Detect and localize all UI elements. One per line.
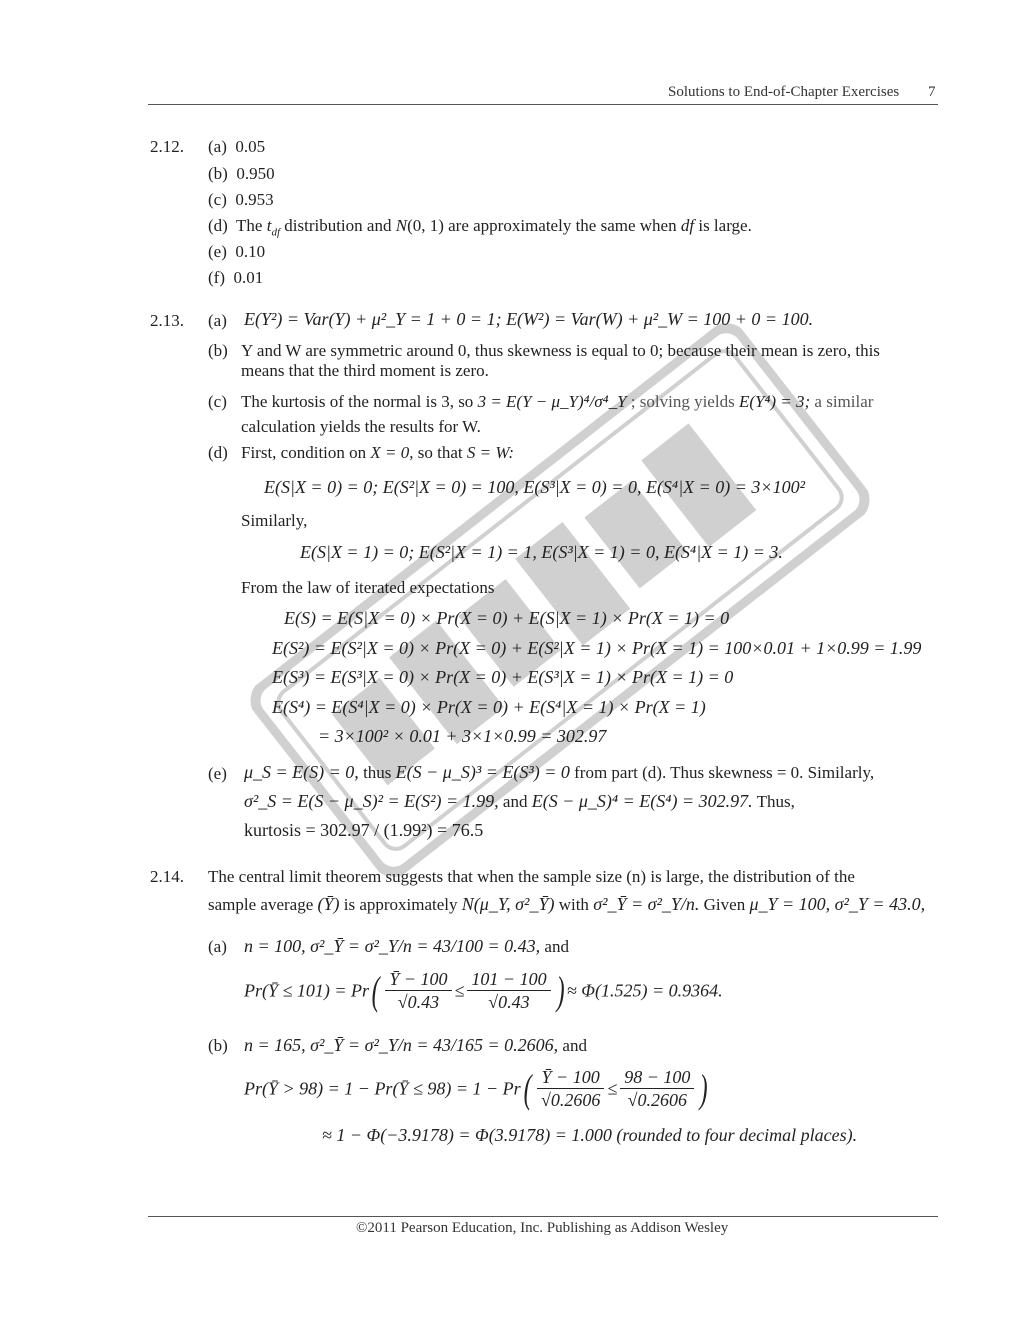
part-label: (e) xyxy=(208,242,227,261)
math: E(S − μ_S)⁴ = E(S⁴) = 302.97. xyxy=(531,791,753,811)
exercise-number-2-14: 2.14. xyxy=(150,867,184,886)
math: 3 = E(Y − μ_Y)⁴/σ⁴_Y xyxy=(477,392,627,411)
math: Pr(Ȳ ≤ 101) = Pr xyxy=(244,980,370,1001)
part-label-2-13-a: (a) xyxy=(208,311,227,330)
math: (Ȳ) xyxy=(317,894,340,914)
part-label-2-13-d: (d) xyxy=(208,443,228,462)
fraction xyxy=(385,968,451,1013)
le-sign: ≤ xyxy=(607,1078,618,1099)
text: distribution and xyxy=(280,216,396,235)
page-number: 7 xyxy=(928,84,936,100)
answer-2-12-c xyxy=(208,190,274,210)
equation-2-14-a xyxy=(244,968,723,1013)
answer-value: 0.05 xyxy=(235,137,266,156)
text-2-14-line1: The central limit theorem suggests that when the sample size (n) is large, the distribution of the xyxy=(208,867,855,886)
text: The kurtosis of the normal is 3, so xyxy=(241,392,478,411)
running-header-title: Solutions to End-of-Chapter Exercises xyxy=(668,84,900,100)
part-label: (b) xyxy=(208,164,228,183)
paren-right: ) xyxy=(556,967,565,1013)
equation-2-13-d-3: E(S) = E(S|X = 0) × Pr(X = 0) + E(S|X = 1) × Pr(X = 1) = 0 xyxy=(284,608,730,628)
text-2-13-c-line1 xyxy=(241,392,873,412)
equation-2-13-d-4: E(S²) = E(S²|X = 0) × Pr(X = 0) + E(S²|X = 1) × Pr(X = 1) = 100×0.01 + 1×0.99 = 1.99 xyxy=(272,638,922,658)
part-label-2-14-a: (a) xyxy=(208,937,227,956)
fraction xyxy=(467,968,550,1013)
math: μ_Y = 100, σ²_Y = 43.0, xyxy=(749,894,926,914)
math-t: t xyxy=(266,216,272,235)
numerator: 101 − 100 xyxy=(467,968,550,991)
text-2-13-b-line2: means that the third moment is zero. xyxy=(241,361,489,380)
part-label-2-13-c: (c) xyxy=(208,392,227,411)
exercise-number-2-12: 2.12. xyxy=(150,137,184,156)
equation-2-13-d-1: E(S|X = 0) = 0; E(S²|X = 0) = 100, E(S³|X = 0) = 0, E(S⁴|X = 0) = 3×100² xyxy=(264,477,805,497)
text: Thus, xyxy=(752,792,795,811)
math: N(μ_Y, σ²_Ȳ) xyxy=(461,894,555,914)
le-sign: ≤ xyxy=(454,980,465,1001)
answer-2-12-d xyxy=(208,216,752,242)
fraction xyxy=(620,1066,694,1111)
denominator: √0.43 xyxy=(397,992,440,1012)
text: and xyxy=(498,792,532,811)
math-df: df xyxy=(680,216,695,235)
math: n = 100, σ²_Ȳ = σ²_Y/n = 43/100 = 0.43, xyxy=(244,936,541,956)
text: The xyxy=(236,216,267,235)
text: ; solving yields xyxy=(626,392,739,411)
text: Given xyxy=(699,895,750,914)
math: S = W: xyxy=(466,443,515,462)
answer-value: 0.01 xyxy=(233,268,264,287)
numerator: Ȳ − 100 xyxy=(385,968,451,991)
text: is large. xyxy=(694,216,752,235)
math-N: N xyxy=(395,216,408,235)
math: X = 0, xyxy=(370,443,414,462)
text-2-14-a-line1 xyxy=(244,936,569,957)
numerator: 98 − 100 xyxy=(620,1066,694,1089)
part-label-2-13-e: (e) xyxy=(208,764,227,783)
part-label: (f) xyxy=(208,268,225,287)
answer-value: 0.950 xyxy=(236,164,275,183)
paren-left: ( xyxy=(371,967,380,1013)
text: a similar xyxy=(810,392,874,411)
paren-right: ) xyxy=(700,1065,709,1111)
math: ≈ Φ(1.525) = 0.9364. xyxy=(566,980,723,1001)
equation-2-14-b xyxy=(244,1066,711,1111)
answer-value: 0.953 xyxy=(235,190,274,209)
math: σ²_Ȳ = σ²_Y/n. xyxy=(593,894,700,914)
exercise-number-2-13: 2.13. xyxy=(150,311,184,330)
text: and xyxy=(558,1036,587,1055)
text-2-13-c-line2: calculation yields the results for W. xyxy=(241,417,481,436)
equation-2-13-e-kurtosis: kurtosis = 302.97 / (1.99²) = 76.5 xyxy=(244,820,484,840)
text: and xyxy=(540,937,569,956)
part-label: (c) xyxy=(208,190,227,209)
text: so that xyxy=(413,443,467,462)
answer-2-12-a xyxy=(208,137,265,157)
text-2-14-b-line1 xyxy=(244,1035,587,1056)
text-2-13-b-line1: Y and W are symmetric around 0, thus skewness is equal to 0; because their mean is zero, this xyxy=(241,341,880,360)
part-label-2-14-b: (b) xyxy=(208,1036,228,1055)
denominator: √0.43 xyxy=(488,992,530,1012)
text-2-13-e-line2 xyxy=(244,791,795,812)
answer-2-12-e xyxy=(208,242,265,262)
text-2-13-e-line1 xyxy=(244,762,874,783)
math: n = 165, σ²_Ȳ = σ²_Y/n = 43/165 = 0.2606, xyxy=(244,1035,559,1055)
text-2-13-d-line1 xyxy=(241,443,514,463)
denominator: √0.2606 xyxy=(627,1090,687,1110)
equation-2-13-a: E(Y²) = Var(Y) + μ²_Y = 1 + 0 = 1; E(W²) = Var(W) + μ²_W = 100 + 0 = 100. xyxy=(244,309,814,329)
answer-2-12-f xyxy=(208,268,263,288)
text-2-14-line2 xyxy=(208,894,925,915)
equation-2-13-d-2: E(S|X = 1) = 0; E(S²|X = 1) = 1, E(S³|X = 1) = 0, E(S⁴|X = 1) = 3. xyxy=(300,542,783,562)
answer-2-12-b xyxy=(208,164,275,184)
header-rule xyxy=(148,104,938,105)
math: μ_S = E(S) = 0, xyxy=(244,762,359,782)
equation-2-13-d-5: E(S³) = E(S³|X = 0) × Pr(X = 0) + E(S³|X = 1) × Pr(X = 1) = 0 xyxy=(272,667,734,687)
part-label-2-13-b: (b) xyxy=(208,341,228,360)
answer-value: 0.10 xyxy=(235,242,266,261)
paren-left: ( xyxy=(523,1065,532,1111)
text: sample average xyxy=(208,895,318,914)
text-2-13-d-similarly: Similarly, xyxy=(241,511,308,530)
text-2-13-d-law: From the law of iterated expectations xyxy=(241,578,495,597)
math: E(Y⁴) = 3; xyxy=(738,392,811,411)
part-label: (d) xyxy=(208,216,228,235)
text: thus xyxy=(358,763,396,782)
math: E(S − μ_S)³ = E(S³) = 0 xyxy=(395,762,570,782)
numerator: Ȳ − 100 xyxy=(537,1066,604,1089)
equation-2-14-b-result: ≈ 1 − Φ(−3.9178) = Φ(3.9178) = 1.000 (rounded to four decimal places). xyxy=(322,1125,858,1145)
equation-2-13-d-7: = 3×100² × 0.01 + 3×1×0.99 = 302.97 xyxy=(318,726,607,746)
part-label: (a) xyxy=(208,137,227,156)
footer-copyright: ©2011 Pearson Education, Inc. Publishing as Addison Wesley xyxy=(356,1220,729,1236)
math-df-sub: df xyxy=(271,226,281,239)
denominator: √0.2606 xyxy=(540,1090,601,1110)
text: First, condition on xyxy=(241,443,371,462)
math: Pr(Ȳ > 98) = 1 − Pr(Ȳ ≤ 98) = 1 − Pr xyxy=(244,1078,521,1099)
text: with xyxy=(554,895,594,914)
text: from part (d). Thus skewness = 0. Similarly, xyxy=(569,763,875,782)
text: (0, 1) are approximately the same when xyxy=(407,216,681,235)
fraction xyxy=(537,1066,604,1111)
equation-2-13-d-6: E(S⁴) = E(S⁴|X = 0) × Pr(X = 0) + E(S⁴|X = 1) × Pr(X = 1) xyxy=(272,697,706,717)
math: σ²_S = E(S − μ_S)² = E(S²) = 1.99, xyxy=(244,791,499,811)
text: is approximately xyxy=(339,895,462,914)
footer-rule xyxy=(148,1216,938,1217)
